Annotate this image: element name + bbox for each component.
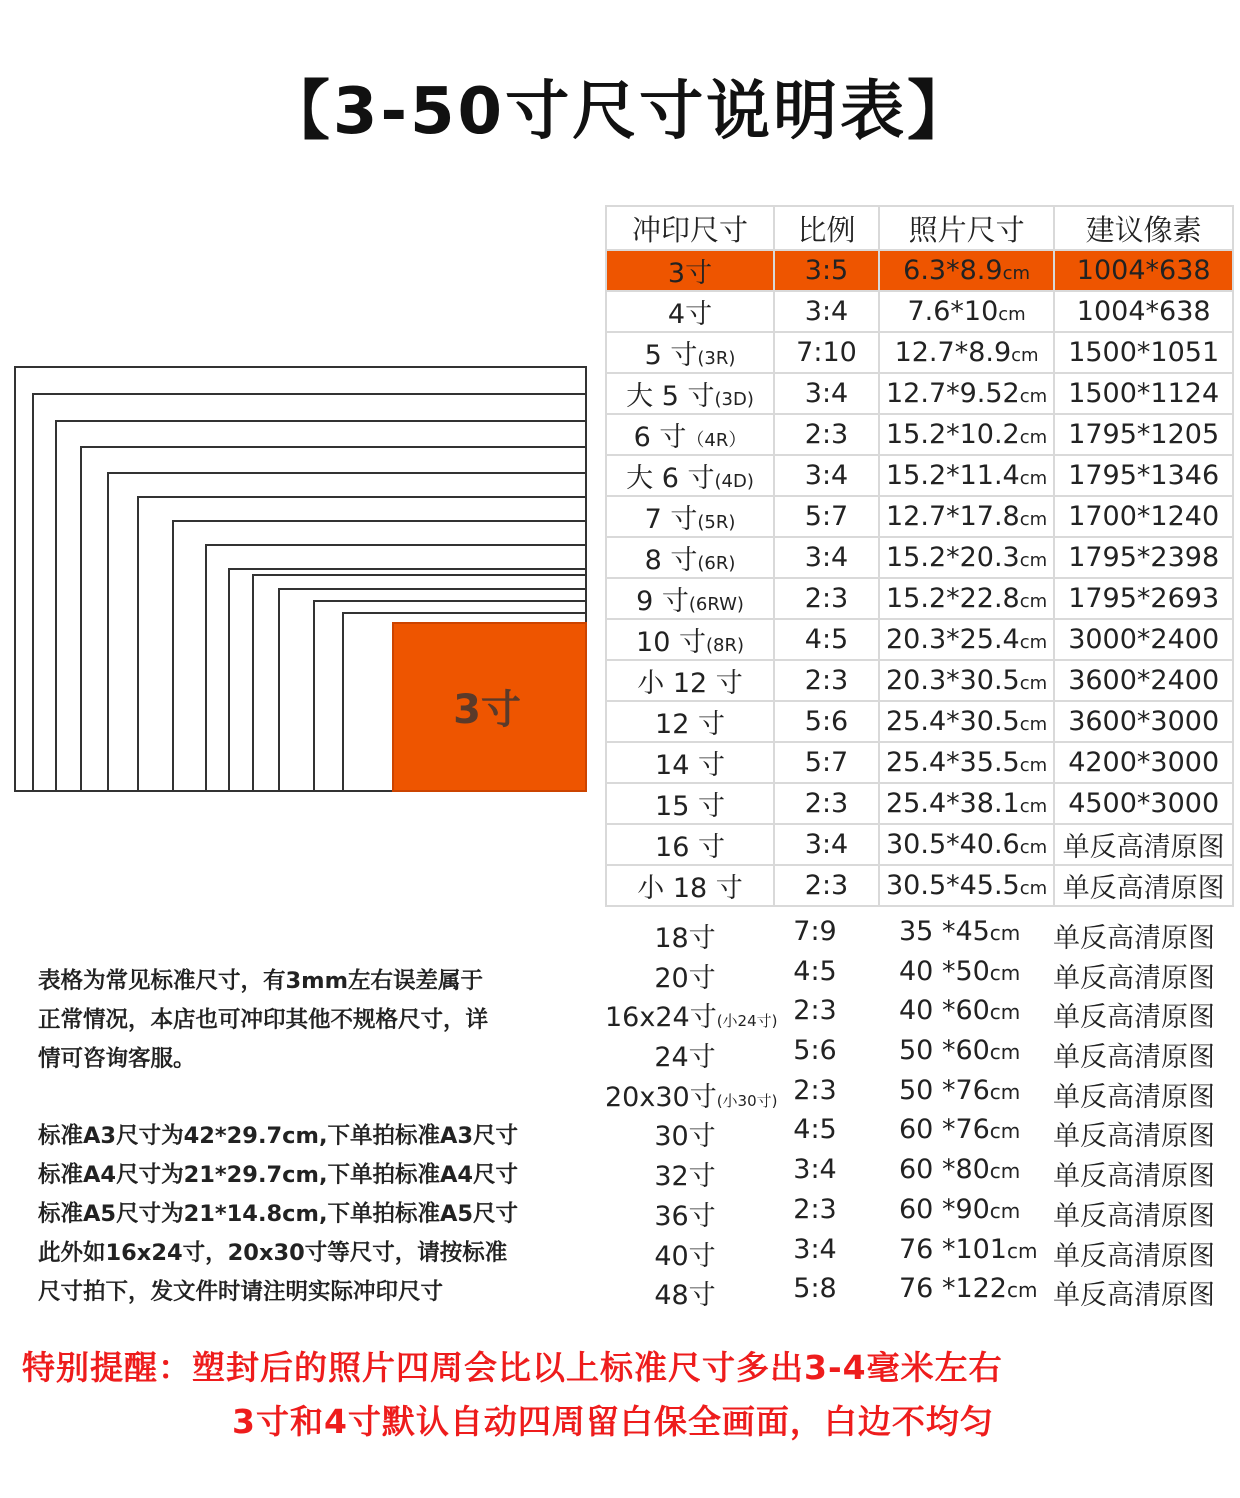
size-label: 32寸 [654, 1161, 716, 1193]
photo-size-value: 40 *50 [899, 955, 990, 987]
cell-photo-size [879, 865, 1054, 906]
list-pixels: 单反高清原图 [1053, 1240, 1215, 1272]
cell-photo-size [879, 291, 1054, 332]
cell-pixels: 1795*2398 [1054, 537, 1233, 578]
size-label: 24寸 [654, 1042, 716, 1074]
cell-photo-size [879, 578, 1054, 619]
cell-pixels: 1795*1346 [1054, 455, 1233, 496]
size-sub-label: (5R) [697, 512, 736, 533]
list-photo-size [899, 1114, 1020, 1145]
photo-size-unit: cm [1002, 263, 1030, 284]
size-label: 14 寸 [655, 750, 725, 781]
photo-size-unit: cm [1019, 796, 1048, 817]
list-item [605, 952, 1225, 992]
photo-size-unit: cm [989, 1000, 1021, 1025]
cell-ratio: 2:3 [774, 414, 879, 455]
photo-size-value: 12.7*9.52 [886, 378, 1020, 409]
table-row [606, 414, 1233, 455]
list-photo-size [899, 1194, 1020, 1225]
photo-size-value: 60 *76 [899, 1114, 990, 1146]
size-sub-label: (6RW) [688, 594, 744, 615]
list-ratio: 4:5 [793, 955, 837, 987]
photo-size-value: 30.5*45.5 [886, 870, 1020, 901]
cell-photo-size [879, 619, 1054, 660]
list-photo-size [899, 1273, 1037, 1304]
list-size [605, 956, 765, 995]
size-label: 5 寸 [644, 340, 698, 371]
table-row [606, 578, 1233, 619]
photo-size-value: 7.6*10 [907, 296, 999, 327]
table-row [606, 455, 1233, 496]
cell-print-size [606, 332, 774, 373]
photo-size-unit: cm [989, 960, 1021, 985]
special-reminder-line-1: 特别提醒：塑封后的照片四周会比以上标准尺寸多出3-4毫米左右 [22, 1348, 1003, 1387]
photo-size-value: 40 *60 [899, 995, 990, 1027]
photo-size-unit: cm [989, 1159, 1021, 1184]
photo-size-value: 15.2*11.4 [886, 460, 1020, 491]
cell-ratio: 3:5 [774, 250, 879, 291]
size-label: 3寸 [667, 258, 713, 289]
photo-size-value: 15.2*10.2 [886, 419, 1020, 450]
list-ratio: 7:9 [793, 916, 837, 947]
size-label: 40寸 [654, 1240, 716, 1272]
size-label: 大 5 寸 [626, 381, 715, 412]
size-label: 16 寸 [655, 832, 725, 863]
page-title: 【3-50寸尺寸说明表】 [265, 75, 975, 149]
list-size [605, 1075, 778, 1114]
cell-print-size [606, 455, 774, 496]
table-row [606, 865, 1233, 906]
list-item [605, 1110, 1225, 1153]
cell-pixels: 3600*2400 [1054, 660, 1233, 701]
list-ratio: 2:3 [793, 1074, 837, 1106]
table-row [606, 537, 1233, 578]
list-item [605, 1190, 1225, 1230]
photo-size-value: 30.5*40.6 [886, 829, 1020, 860]
list-size [605, 995, 778, 1034]
photo-size-unit: cm [1006, 1238, 1038, 1263]
size-label: 4寸 [667, 299, 713, 330]
photo-size-value: 35 *45 [899, 916, 990, 947]
table-row [606, 701, 1233, 742]
cell-pixels: 1004*638 [1054, 291, 1233, 332]
photo-size-unit: cm [989, 1040, 1021, 1065]
note-line: 正常情况，本店也可冲印其他不规格尺寸，详 [38, 1007, 489, 1033]
photo-size-value: 12.7*8.9 [894, 337, 1012, 368]
note-line: 标准A4尺寸为21*29.7cm,下单拍标准A4尺寸 [38, 1162, 519, 1188]
size-label: 30寸 [654, 1121, 716, 1153]
cell-print-size [606, 537, 774, 578]
special-reminder-line-2: 3寸和4寸默认自动四周留白保全画面，白边不均匀 [232, 1402, 994, 1441]
photo-size-unit: cm [1019, 550, 1048, 571]
size-label: 16x24寸 [605, 1002, 717, 1034]
list-item [605, 1230, 1225, 1270]
list-size [605, 1273, 765, 1312]
size-label: 大 6 寸 [626, 463, 715, 494]
cell-ratio: 4:5 [774, 619, 879, 660]
table-header-row [606, 206, 1233, 250]
photo-size-unit: cm [989, 1198, 1021, 1223]
size-label: 20寸 [654, 962, 716, 994]
list-size [605, 1234, 765, 1273]
cell-photo-size [879, 537, 1054, 578]
photo-size-unit: cm [1006, 1278, 1038, 1303]
cell-print-size [606, 783, 774, 824]
cell-pixels: 4200*3000 [1054, 742, 1233, 783]
note-line: 尺寸拍下，发文件时请注明实际冲印尺寸 [38, 1279, 444, 1305]
cell-ratio: 2:3 [774, 578, 879, 619]
list-pixels: 单反高清原图 [1053, 1161, 1215, 1193]
list-size [605, 916, 765, 955]
cell-print-size [606, 619, 774, 660]
header-ratio: 比例 [774, 206, 879, 250]
photo-size-value: 60 *90 [899, 1193, 990, 1225]
list-item [605, 912, 1225, 952]
table-row [606, 250, 1233, 291]
cell-ratio: 5:7 [774, 496, 879, 537]
cell-pixels: 1500*1051 [1054, 332, 1233, 373]
cell-photo-size [879, 742, 1054, 783]
photo-size-unit: cm [1019, 386, 1048, 407]
cell-ratio: 3:4 [774, 373, 879, 414]
cell-print-size [606, 578, 774, 619]
photo-size-unit: cm [1019, 591, 1048, 612]
table-row [606, 742, 1233, 783]
photo-size-value: 25.4*38.1 [886, 788, 1020, 819]
photo-size-value: 50 *60 [899, 1035, 990, 1067]
size-sub-label: (3R) [697, 348, 736, 369]
size-label: 8 寸 [644, 545, 698, 576]
cell-ratio: 3:4 [774, 824, 879, 865]
cell-ratio: 3:4 [774, 455, 879, 496]
cell-pixels: 单反高清原图 [1054, 865, 1233, 906]
list-ratio: 2:3 [793, 1193, 837, 1225]
list-ratio: 3:4 [793, 1154, 837, 1186]
cell-ratio: 2:3 [774, 865, 879, 906]
photo-size-unit: cm [1019, 468, 1048, 489]
photo-size-unit: cm [989, 921, 1021, 945]
list-photo-size [899, 1154, 1020, 1185]
header-print-size: 冲印尺寸 [606, 206, 774, 250]
table-row [606, 824, 1233, 865]
photo-size-value: 76 *101 [899, 1233, 1007, 1265]
cell-ratio: 3:4 [774, 537, 879, 578]
notes-block [38, 962, 598, 1312]
list-photo-size [899, 1234, 1037, 1265]
list-photo-size [899, 1035, 1020, 1066]
cell-photo-size [879, 455, 1054, 496]
photo-size-value: 76 *122 [899, 1273, 1007, 1305]
photo-size-unit: cm [1019, 878, 1048, 899]
list-photo-size [899, 956, 1020, 987]
size-sub-label: (3D) [714, 389, 754, 410]
photo-size-value: 20.3*30.5 [886, 665, 1020, 696]
list-pixels: 单反高清原图 [1053, 923, 1215, 954]
size-label: 20x30寸 [605, 1081, 717, 1113]
photo-size-value: 6.3*8.9 [903, 255, 1003, 286]
cell-pixels: 3600*3000 [1054, 701, 1233, 742]
list-pixels: 单反高清原图 [1053, 1200, 1215, 1232]
cell-print-size [606, 701, 774, 742]
list-item [605, 1031, 1225, 1074]
nested-size-frames-diagram [0, 0, 600, 820]
list-pixels: 单反高清原图 [1053, 1081, 1215, 1113]
photo-size-unit: cm [1011, 345, 1039, 366]
cell-print-size [606, 291, 774, 332]
cell-ratio: 2:3 [774, 660, 879, 701]
size-label: 18寸 [654, 923, 716, 954]
cell-pixels: 1700*1240 [1054, 496, 1233, 537]
cell-photo-size [879, 250, 1054, 291]
table-row [606, 291, 1233, 332]
large-size-list [605, 912, 1225, 1312]
cell-pixels: 1795*2693 [1054, 578, 1233, 619]
list-size [605, 1194, 765, 1233]
size-label: 48寸 [654, 1280, 716, 1312]
size-sub-label: (小24寸) [716, 1012, 778, 1031]
note-line: 表格为常见标准尺寸，有3mm左右误差属于 [38, 968, 484, 994]
size-sub-label: (小30寸) [716, 1091, 778, 1110]
cell-pixels: 1795*1205 [1054, 414, 1233, 455]
photo-size-unit: cm [1019, 714, 1048, 735]
cell-print-size [606, 742, 774, 783]
size-label: 小 12 寸 [637, 668, 743, 699]
cell-photo-size [879, 496, 1054, 537]
cell-ratio: 7:10 [774, 332, 879, 373]
cell-pixels: 4500*3000 [1054, 783, 1233, 824]
size-label: 15 寸 [655, 791, 725, 822]
list-size [605, 1114, 765, 1153]
cell-photo-size [879, 373, 1054, 414]
note-line: 标准A3尺寸为42*29.7cm,下单拍标准A3尺寸 [38, 1123, 519, 1149]
cell-ratio: 5:6 [774, 701, 879, 742]
photo-size-value: 12.7*17.8 [886, 501, 1020, 532]
table-row [606, 660, 1233, 701]
photo-size-unit: cm [989, 1119, 1021, 1144]
cell-photo-size [879, 783, 1054, 824]
size-label: 12 寸 [655, 709, 725, 740]
size-label: 36寸 [654, 1200, 716, 1232]
highlight-frame-label: 3寸 [453, 686, 521, 733]
size-sub-label: (6R) [697, 553, 736, 574]
cell-ratio: 2:3 [774, 783, 879, 824]
cell-pixels: 3000*2400 [1054, 619, 1233, 660]
size-sub-label: （4R） [686, 430, 747, 451]
cell-print-size [606, 824, 774, 865]
photo-size-value: 60 *80 [899, 1154, 990, 1186]
list-ratio: 2:3 [793, 995, 837, 1027]
cell-print-size [606, 496, 774, 537]
table-row [606, 496, 1233, 537]
list-photo-size [899, 995, 1020, 1026]
list-pixels: 单反高清原图 [1053, 1042, 1215, 1074]
table-row [606, 619, 1233, 660]
photo-size-value: 15.2*22.8 [886, 583, 1020, 614]
photo-size-unit: cm [989, 1079, 1021, 1104]
note-line: 标准A5尺寸为21*14.8cm,下单拍标准A5尺寸 [38, 1201, 519, 1227]
cell-photo-size [879, 332, 1054, 373]
list-item [605, 1150, 1225, 1193]
list-pixels: 单反高清原图 [1053, 1280, 1215, 1312]
cell-print-size [606, 865, 774, 906]
list-ratio: 4:5 [793, 1114, 837, 1146]
size-table [605, 205, 1234, 907]
size-sub-label: (8R) [705, 635, 744, 656]
list-ratio: 5:8 [793, 1273, 837, 1305]
list-pixels: 单反高清原图 [1053, 1121, 1215, 1153]
cell-ratio: 3:4 [774, 291, 879, 332]
list-photo-size [899, 1075, 1020, 1106]
cell-ratio: 5:7 [774, 742, 879, 783]
note-line: 此外如16x24寸，20x30寸等尺寸，请按标准 [38, 1240, 508, 1266]
size-sub-label: (4D) [714, 471, 754, 492]
table-row [606, 783, 1233, 824]
list-size [605, 1035, 765, 1074]
photo-size-value: 15.2*20.3 [886, 542, 1020, 573]
list-ratio: 3:4 [793, 1233, 837, 1265]
size-label: 9 寸 [636, 586, 689, 617]
cell-print-size [606, 660, 774, 701]
list-item [605, 1071, 1225, 1111]
list-pixels: 单反高清原图 [1053, 962, 1215, 994]
photo-size-unit: cm [1019, 427, 1048, 448]
cell-print-size [606, 250, 774, 291]
cell-photo-size [879, 701, 1054, 742]
photo-size-unit: cm [998, 304, 1026, 325]
cell-pixels: 单反高清原图 [1054, 824, 1233, 865]
photo-size-unit: cm [1019, 673, 1048, 694]
cell-photo-size [879, 824, 1054, 865]
photo-size-unit: cm [1019, 632, 1048, 653]
cell-print-size [606, 373, 774, 414]
header-pixels: 建议像素 [1054, 206, 1233, 250]
size-label: 7 寸 [644, 504, 698, 535]
note-line: 情可咨询客服。 [38, 1046, 196, 1072]
photo-size-value: 20.3*25.4 [886, 624, 1020, 655]
size-label: 10 寸 [636, 627, 706, 658]
photo-size-value: 25.4*30.5 [886, 706, 1020, 737]
table-row [606, 373, 1233, 414]
list-item [605, 991, 1225, 1034]
list-photo-size [899, 916, 1020, 947]
photo-size-value: 25.4*35.5 [886, 747, 1020, 778]
photo-size-unit: cm [1019, 837, 1048, 858]
list-pixels: 单反高清原图 [1053, 1002, 1215, 1034]
cell-photo-size [879, 660, 1054, 701]
size-label: 小 18 寸 [637, 873, 743, 904]
list-size [605, 1154, 765, 1193]
list-ratio: 5:6 [793, 1035, 837, 1067]
size-label: 6 寸 [633, 422, 687, 453]
header-photo-size: 照片尺寸 [879, 206, 1054, 250]
cell-photo-size [879, 414, 1054, 455]
photo-size-value: 50 *76 [899, 1074, 990, 1106]
photo-size-unit: cm [1019, 755, 1048, 776]
cell-pixels: 1500*1124 [1054, 373, 1233, 414]
photo-size-unit: cm [1019, 509, 1048, 530]
cell-print-size [606, 414, 774, 455]
list-item [605, 1269, 1225, 1312]
table-row [606, 332, 1233, 373]
cell-pixels: 1004*638 [1054, 250, 1233, 291]
